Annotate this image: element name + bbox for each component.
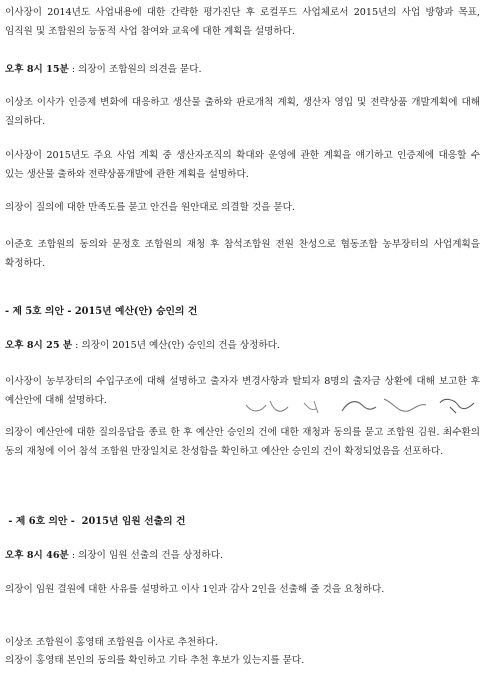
paragraph-budget-approved: 의장이 예산안에 대한 질의응답을 종료 한 후 예산안 승인의 건에 대한 재청과 동의를 묻고 조합원 김원. 최수환의 동의 재청에 이어 참석 조합원 만장일치로 찬성함을 확인하고 예산안 승인의 건이 확정되었음을 선포하다.	[5, 427, 480, 457]
time-entry-8-46	[5, 546, 480, 565]
time-entry-8-15	[5, 60, 480, 79]
paragraph-consent-check: 의장이 홍영태 본인의 동의를 확인하고 기타 추천 후보가 있는지를 묻다.	[5, 655, 305, 666]
agenda-heading-5: - 제 5호 의안 - 2015년 예산(안) 승인의 건	[5, 306, 198, 317]
time-entry-text: : 의장이 2015년 예산(안) 승인의 건을 상정하다.	[72, 340, 280, 351]
time-entry-8-25	[5, 336, 480, 355]
agenda-heading-6: - 제 6호 의안 - 2015년 임원 선출의 건	[5, 516, 186, 527]
time-label: 오후 8시 15분	[5, 64, 69, 75]
paragraph-recommendation: 이상조 조합원이 홍영태 조합원을 이사로 추천하다.	[5, 637, 218, 648]
paragraph-inquiry-lee: 이상조 이사가 인증제 변화에 대응하고 생산물 출하와 판로개척 계획, 생산자 영입 및 전략상품 개발계획에 대해 질의하다.	[5, 97, 480, 127]
time-entry-text: : 의장이 임원 선출의 건을 상정하다.	[68, 550, 224, 561]
handwritten-mark-icon	[244, 393, 484, 419]
paragraph-chairman-plan: 이사장이 2015년도 주요 사업 계획 중 생산자조직의 확대와 운영에 관한 계획을 얘기하고 인증제에 대응할 수 있는 생산물 출하와 전략상품개발에 관한 계획을 설명하다.	[5, 150, 480, 180]
time-entry-text: : 의장이 조합원의 의견을 묻다.	[68, 64, 202, 75]
paragraph-revenue-structure: 이사장이 농부장터의 수입구조에 대해 설명하고 출자자 변경사항과 탈퇴자 8명의 출자금 상환에 대해 보고한 후 예산안에 대해 설명하다.	[5, 376, 480, 406]
paragraph-plan-confirmed: 이준호 조합원의 동의와 문정호 조합원의 재청 후 참석조합원 전원 찬성으로 협동조합 농부장터의 사업계획을 확정하다.	[5, 239, 480, 269]
paragraph-business-direction: 이사장이 2014년도 사업내용에 대한 간략한 평가진단 후 로컬푸드 사업체로서 2015년의 사업 방향과 목표, 임직원 및 조합원의 능동적 사업 참여와 교육에 대한 계획을 설명하다.	[5, 7, 480, 37]
paragraph-vacancy-request: 의장이 임원 결원에 대한 사유를 설명하고 이사 1인과 감사 2인을 선출해 줄 것을 요청하다.	[5, 584, 385, 595]
time-label: 오후 8시 25 분	[5, 340, 73, 351]
paragraph-vote-request: 의장이 질의에 대한 만족도를 묻고 안건을 원안대로 의결할 것을 묻다.	[5, 202, 295, 213]
time-label: 오후 8시 46분	[5, 550, 69, 561]
